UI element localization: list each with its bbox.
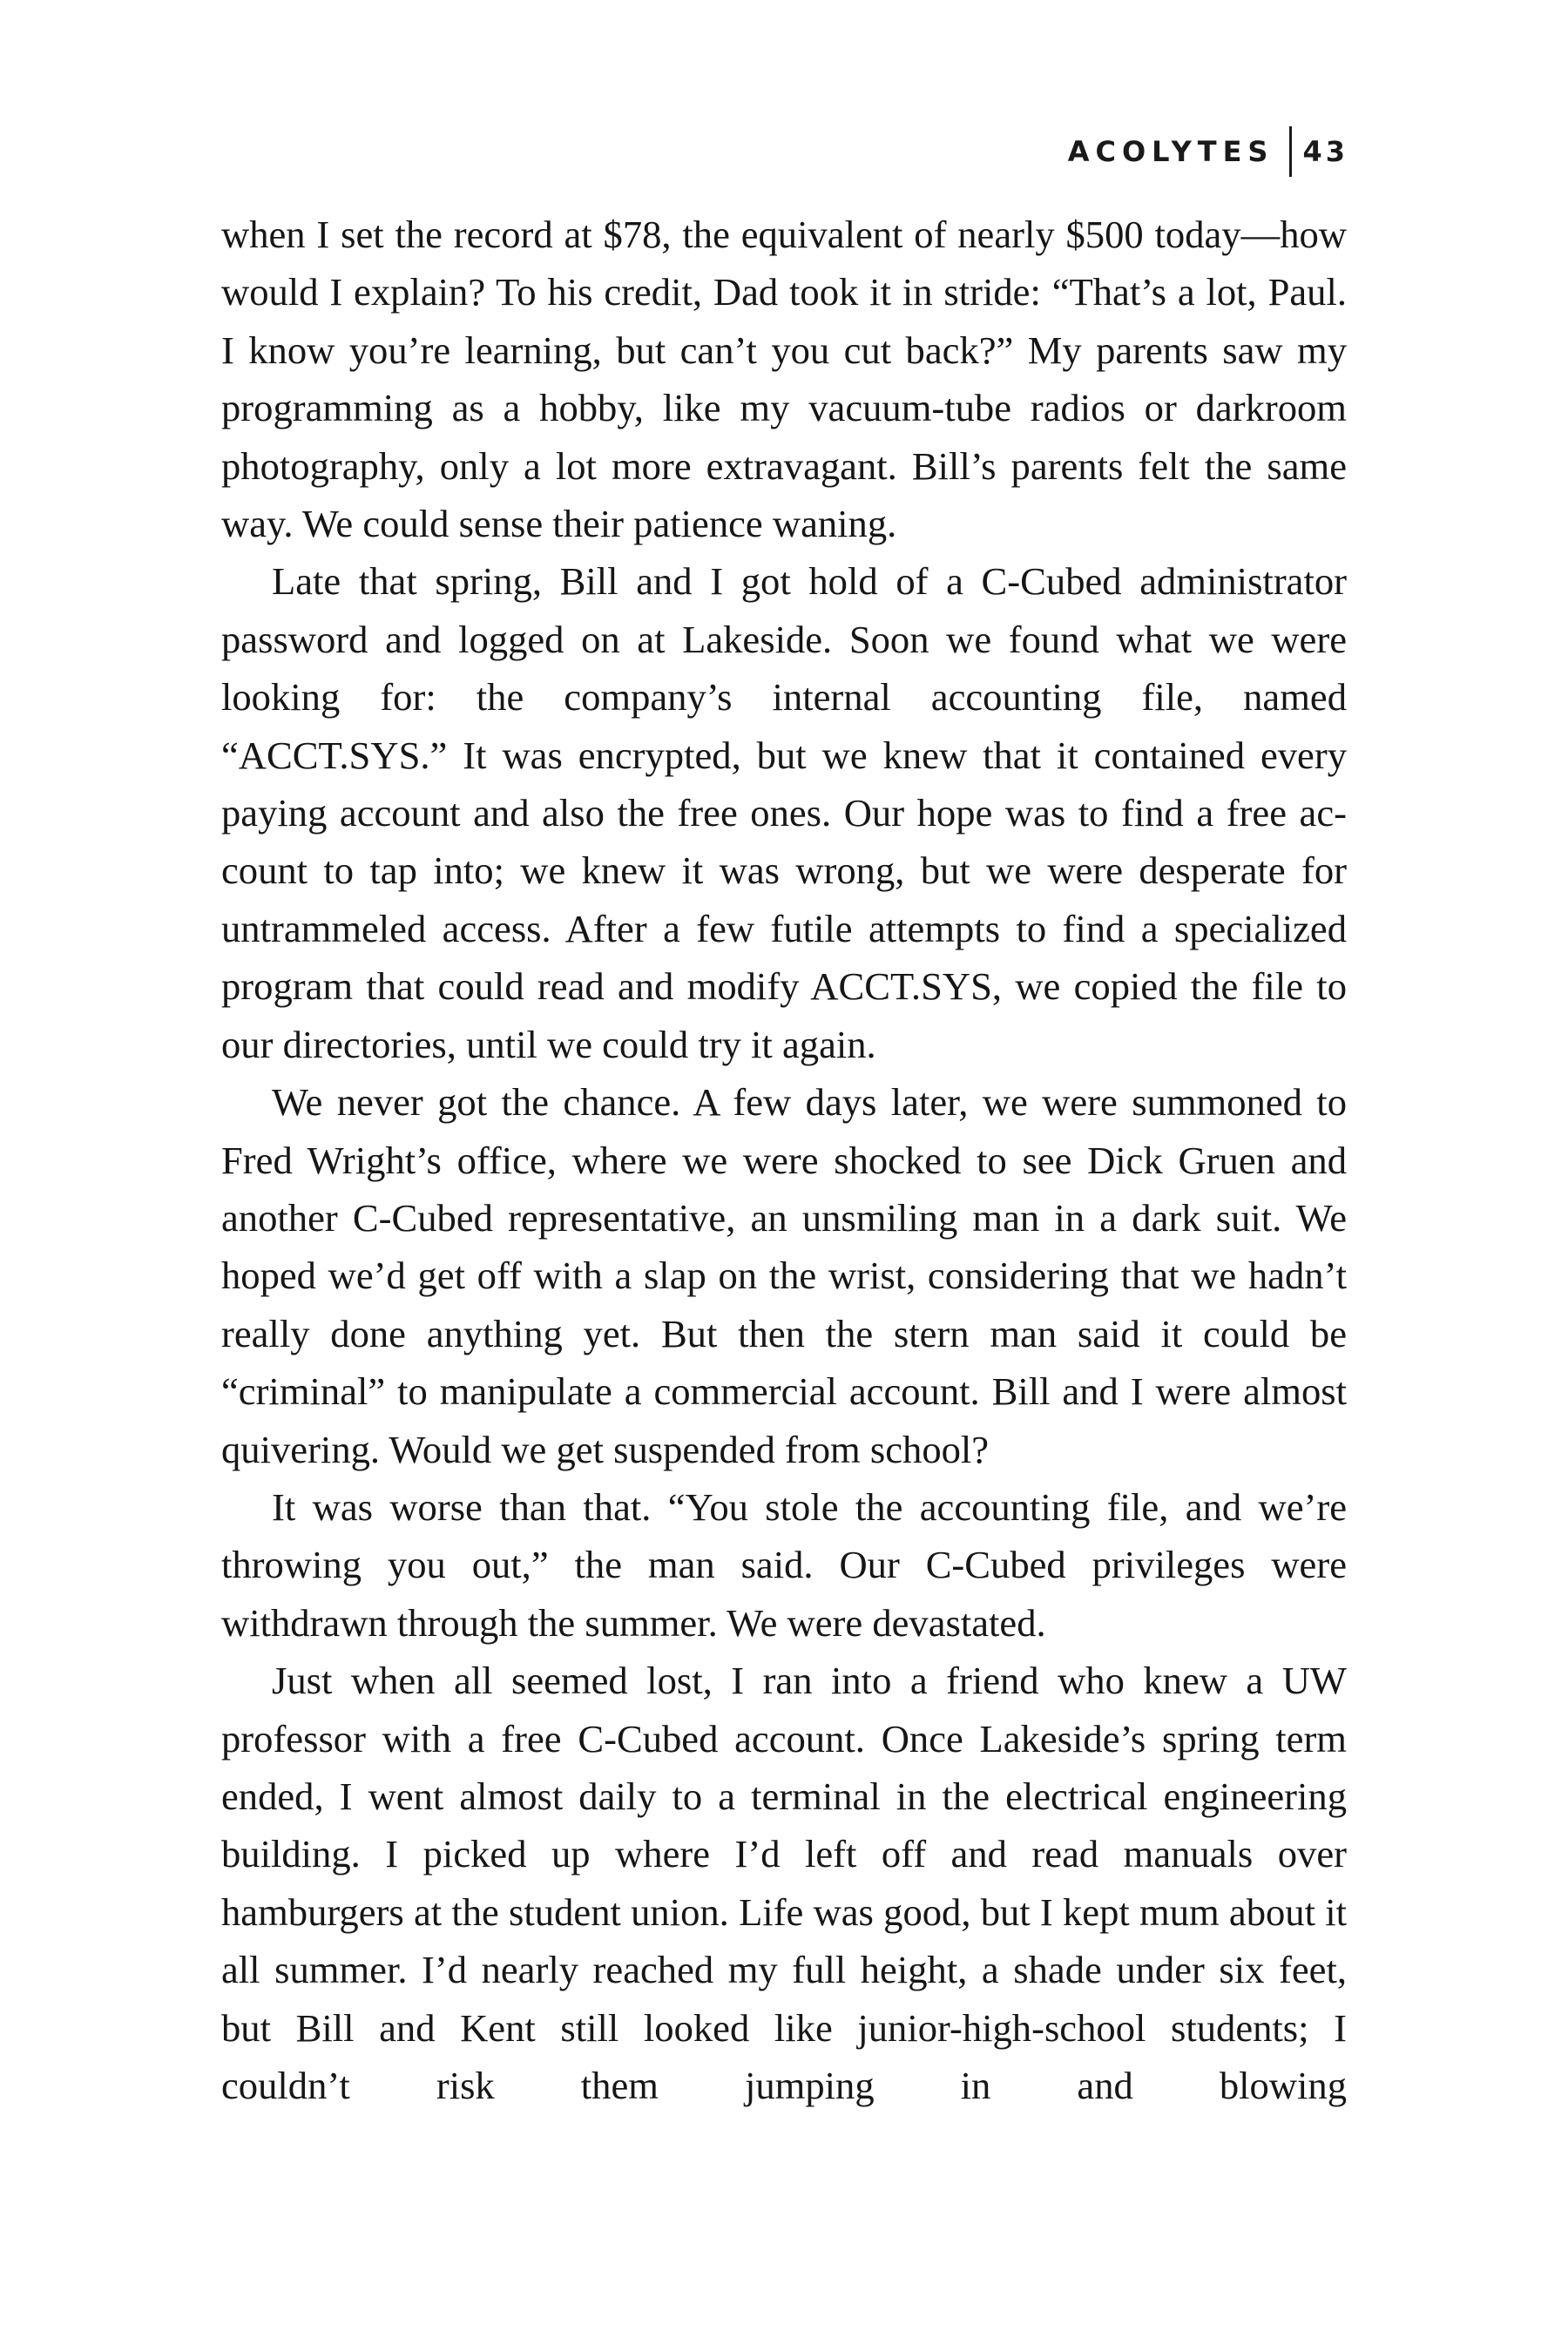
page-number: 43 (1302, 135, 1348, 168)
chapter-title: ACOLYTES (1067, 135, 1274, 168)
running-head (1068, 127, 1348, 176)
paragraph: when I set the record at $78, the equivalent of nearly $500 today—how would I explain? To his credit, Dad took it in stride: “That’s a lot, Paul. I know you’re learning, but can’t you cut back?” My parents saw my programming as a hobby, like my vacuum-tube radios or darkroom photography, only a lot more extravagant. Bill’s parents felt the same way. We could sense their patience waning. (221, 213, 1347, 546)
paragraph: Late that spring, Bill and I got hold of a C-Cubed administrator password and logged on at Lakeside. Soon we found what we were looking for: the company’s internal accounting file, named “ACCT.SYS.” It was encrypted, but we knew that it contained every paying account and also the free ones. Our hope was to find a free account to tap into; we knew it was wrong, but we were desperate for untrammeled access. After a few futile attempts to find a specialized program that could read and modify ACCT.SYS, we copied the file to our directories, until we could try it again. (221, 559, 1347, 1066)
paragraph: It was worse than that. “You stole the accounting file, and we’re throwing you out,” the man said. Our C-Cubed privileges were withdrawn through the summer. We were devastated. (221, 1484, 1347, 1645)
body-text (221, 206, 1347, 2114)
paragraph: Just when all seemed lost, I ran into a friend who knew a UW professor with a free C-Cubed account. Once Lakeside’s spring term ended, I went almost daily to a terminal in the electrical engineering building. I picked up where I’d left off and read manuals over hamburgers at the student union. Life was good, but I kept mum about it all summer. I’d nearly reached my full height, a shade under six feet, but Bill and Kent still looked like junior-high-school students; I couldn’t risk them jumping in and blowing (221, 1659, 1347, 2107)
header-divider (1289, 126, 1292, 177)
paragraph: We never got the chance. A few days later, we were summoned to Fred Wright’s office, where we were shocked to see Dick Gruen and another C-Cubed representative, an unsmiling man in a dark suit. We hoped we’d get off with a slap on the wrist, considering that we hadn’t really done anything yet. But then the stern man said it could be “criminal” to manipulate a commercial account. Bill and I were almost quivering. Would we get suspended from school? (221, 1080, 1347, 1471)
